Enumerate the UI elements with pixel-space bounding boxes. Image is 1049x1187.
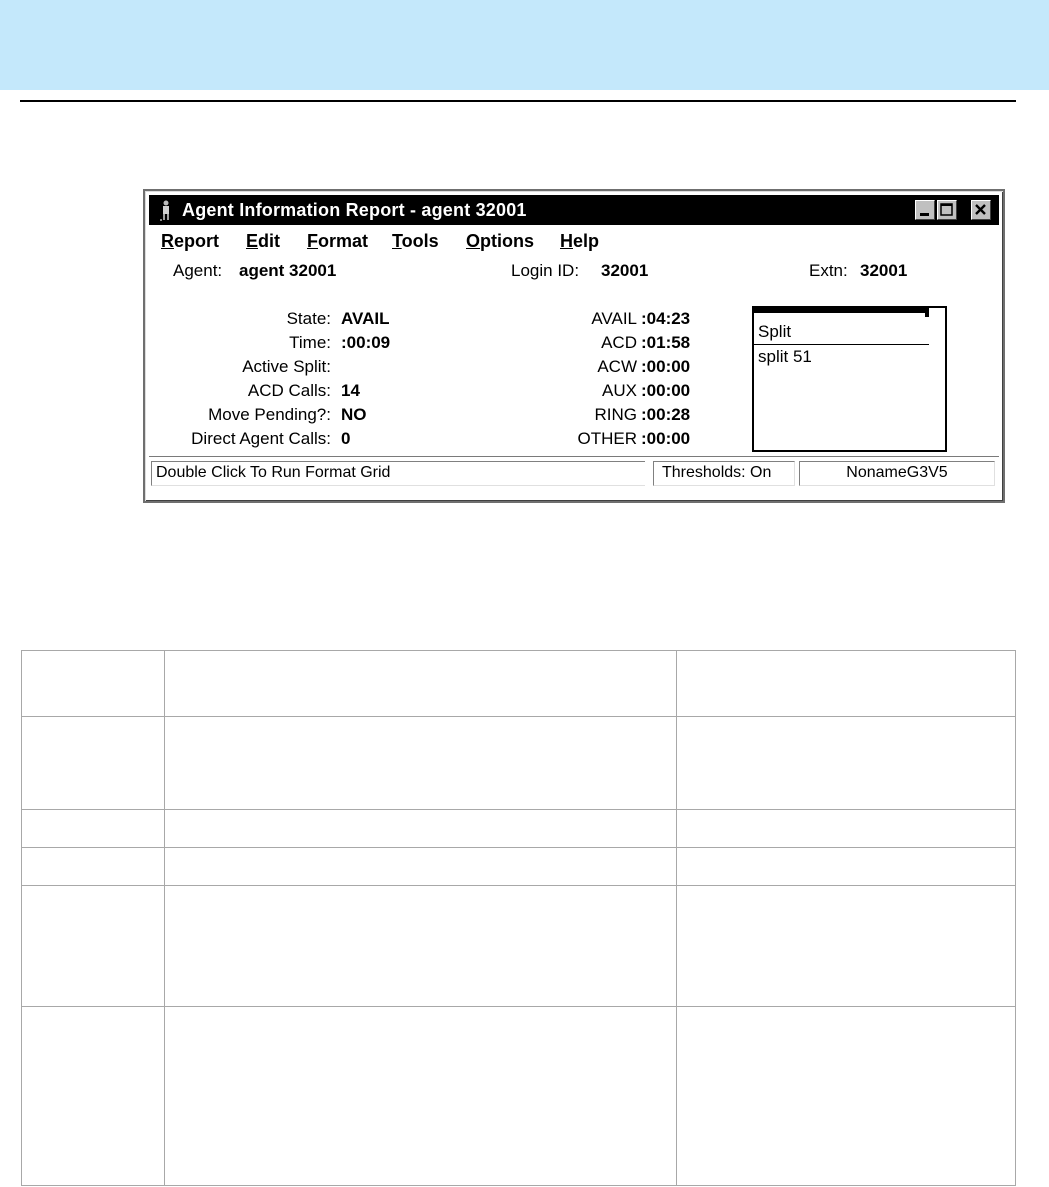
status-bar bbox=[149, 459, 999, 489]
table-row bbox=[22, 810, 1016, 848]
table-cell bbox=[22, 651, 165, 717]
server-name-status: NonameG3V5 bbox=[799, 461, 995, 486]
table-cell bbox=[165, 848, 677, 886]
table-cell bbox=[165, 717, 677, 810]
time-label: Time: bbox=[289, 333, 331, 352]
ring-time-label: RING bbox=[594, 405, 637, 424]
placeholder-table bbox=[21, 650, 1016, 1186]
table-cell bbox=[677, 651, 1016, 717]
acw-time-value: :00:00 bbox=[641, 357, 691, 376]
acd-calls-label: ACD Calls: bbox=[247, 381, 331, 400]
minimize-icon bbox=[916, 201, 934, 219]
table-cell bbox=[165, 651, 677, 717]
agent-label: Agent: bbox=[173, 261, 223, 280]
table-cell bbox=[677, 717, 1016, 810]
aux-time-value: :00:00 bbox=[641, 381, 691, 400]
split-list[interactable] bbox=[752, 306, 947, 452]
page-header-band bbox=[0, 0, 1049, 90]
table-row bbox=[22, 717, 1016, 810]
direct-agent-calls-label: Direct Agent Calls: bbox=[191, 429, 331, 448]
extn-value: 32001 bbox=[860, 261, 908, 280]
status-bar-divider bbox=[149, 456, 999, 457]
table-cell bbox=[165, 810, 677, 848]
menu-edit[interactable]: Edit bbox=[246, 231, 281, 251]
table-cell bbox=[677, 886, 1016, 1007]
table-cell bbox=[677, 1007, 1016, 1186]
menu-report[interactable]: Report bbox=[161, 231, 219, 251]
other-time-value: :00:00 bbox=[641, 429, 691, 448]
avail-time-value: :04:23 bbox=[641, 309, 691, 328]
agent-person-icon bbox=[160, 200, 172, 221]
split-list-header: Split bbox=[758, 322, 792, 341]
login-id-value: 32001 bbox=[601, 261, 649, 280]
acd-calls-value: 14 bbox=[341, 381, 360, 400]
maximize-icon bbox=[938, 201, 956, 219]
time-value: :00:09 bbox=[341, 333, 391, 352]
state-value: AVAIL bbox=[341, 309, 390, 328]
list-item[interactable]: split 51 bbox=[758, 347, 812, 366]
active-split-label: Active Split: bbox=[242, 357, 331, 376]
header-rule bbox=[20, 100, 1016, 102]
table-cell bbox=[165, 1007, 677, 1186]
extn-label: Extn: bbox=[809, 261, 848, 280]
status-message[interactable]: Double Click To Run Format Grid bbox=[151, 461, 645, 486]
close-button[interactable] bbox=[971, 200, 991, 220]
table-row bbox=[22, 1007, 1016, 1186]
direct-agent-calls-value: 0 bbox=[341, 429, 351, 448]
agent-value: agent 32001 bbox=[239, 261, 337, 280]
table-row bbox=[22, 651, 1016, 717]
other-time-label: OTHER bbox=[577, 429, 637, 448]
state-label: State: bbox=[286, 309, 331, 328]
table-cell bbox=[165, 886, 677, 1007]
table-cell bbox=[22, 848, 165, 886]
menu-tools[interactable]: Tools bbox=[392, 231, 439, 251]
menu-format[interactable]: Format bbox=[307, 231, 369, 251]
move-pending-value: NO bbox=[341, 405, 367, 424]
menu-help[interactable]: Help bbox=[560, 231, 600, 251]
acd-time-label: ACD bbox=[601, 333, 637, 352]
minimize-button[interactable] bbox=[915, 200, 935, 220]
avail-time-label: AVAIL bbox=[591, 309, 637, 328]
table-cell bbox=[22, 1007, 165, 1186]
close-icon bbox=[972, 201, 990, 219]
acd-time-value: :01:58 bbox=[641, 333, 691, 352]
login-id-label: Login ID: bbox=[511, 261, 580, 280]
table-row bbox=[22, 886, 1016, 1007]
title-bar[interactable] bbox=[149, 195, 999, 225]
agent-information-report-window bbox=[143, 189, 1005, 503]
table-cell bbox=[677, 810, 1016, 848]
maximize-button[interactable] bbox=[937, 200, 957, 220]
acw-time-label: ACW bbox=[597, 357, 637, 376]
table-cell bbox=[22, 886, 165, 1007]
menu-options[interactable]: Options bbox=[466, 231, 535, 251]
move-pending-label: Move Pending?: bbox=[208, 405, 331, 424]
window-title: Agent Information Report - agent 32001 bbox=[182, 200, 527, 220]
thresholds-status: Thresholds: On bbox=[653, 461, 795, 486]
split-list-resize-tick bbox=[925, 308, 929, 317]
aux-time-label: AUX bbox=[602, 381, 637, 400]
split-list-top-bar bbox=[754, 308, 927, 313]
table-cell bbox=[677, 848, 1016, 886]
split-list-header-rule bbox=[754, 344, 929, 345]
ring-time-value: :00:28 bbox=[641, 405, 691, 424]
table-cell bbox=[22, 717, 165, 810]
table-row bbox=[22, 848, 1016, 886]
table-cell bbox=[22, 810, 165, 848]
